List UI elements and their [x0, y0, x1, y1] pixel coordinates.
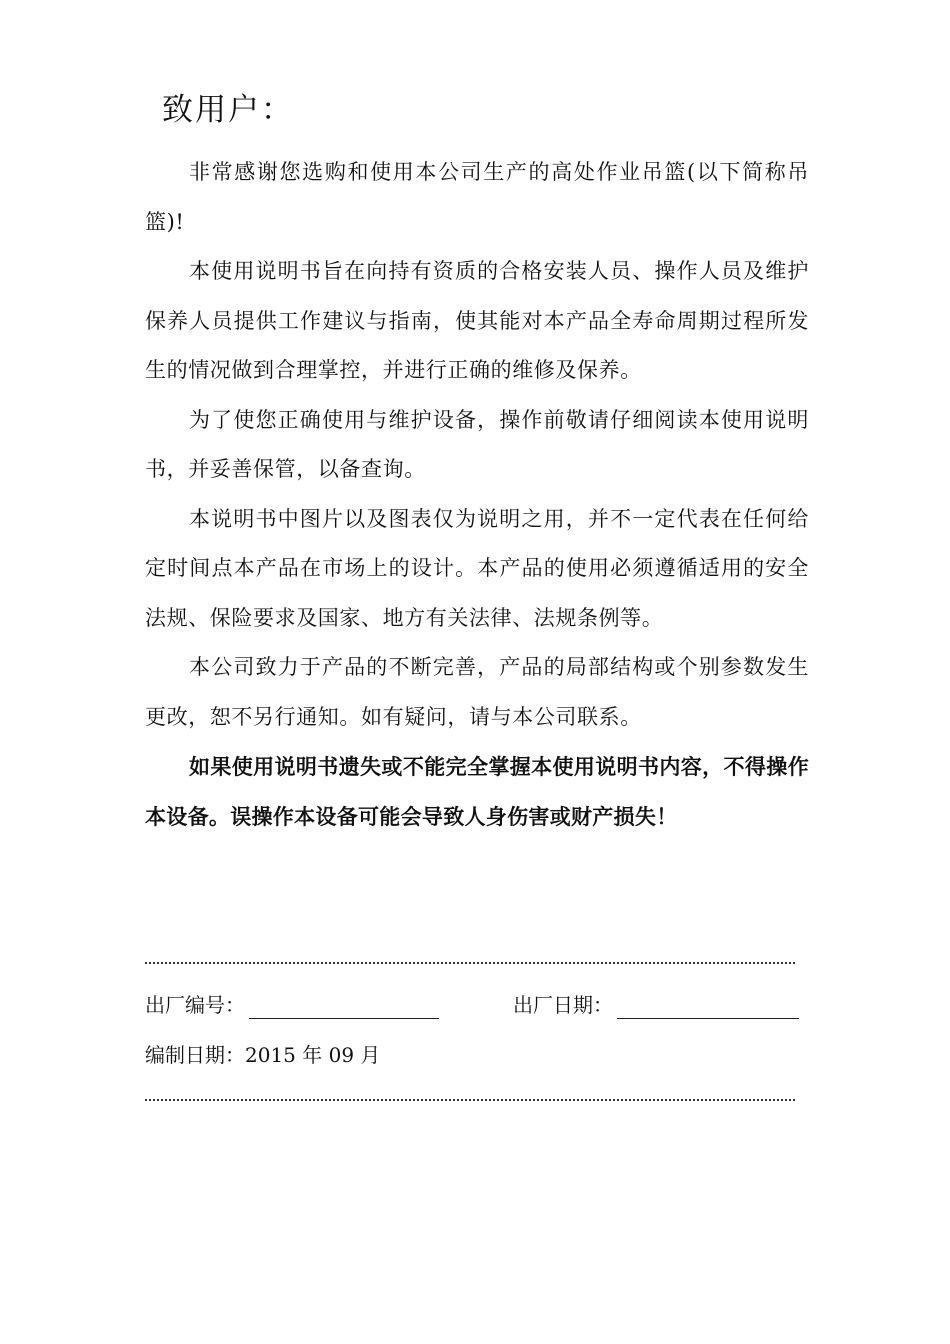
body-text [145, 148, 809, 841]
paragraph-change-notice: 本公司致力于产品的不断完善，产品的局部结构或个别参数发生更改，恕不另行通知。如有疑问，请与本公司联系。 [145, 655, 809, 729]
serial-number-field [145, 990, 439, 1020]
dotted-divider-bottom [145, 1099, 795, 1101]
factory-date-field [513, 990, 799, 1020]
factory-date-blank-line [617, 990, 799, 1019]
compiled-date: 编制日期：2015 年 09 月 [145, 1043, 381, 1067]
paragraph-read-before-use: 为了使您正确使用与维护设备，操作前敬请仔细阅读本使用说明书，并妥善保管，以备查询。 [145, 407, 809, 481]
page-title: 致用户： [162, 92, 294, 128]
dotted-divider-top [145, 962, 795, 964]
serial-number-blank-line [249, 990, 439, 1019]
warning-paragraph: 如果使用说明书遗失或不能完全掌握本使用说明书内容，不得操作本设备。误操作本设备可能会导致人身伤害或财产损失！ [145, 754, 809, 829]
factory-info-row [145, 990, 809, 1022]
paragraph-purpose: 本使用说明书旨在向持有资质的合格安装人员、操作人员及维护保养人员提供工作建议与指南，使其能对本产品全寿命周期过程所发生的情况做到合理掌控，并进行正确的维修及保养。 [145, 259, 809, 382]
paragraph-thanks: 非常感谢您选购和使用本公司生产的高处作业吊篮(以下简称吊篮)! [145, 160, 809, 234]
paragraph-illustration-disclaimer: 本说明书中图片以及图表仅为说明之用，并不一定代表在任何给定时间点本产品在市场上的设计。本产品的使用必须遵循适用的安全法规、保险要求及国家、地方有关法律、法规条例等。 [145, 506, 809, 630]
serial-number-label: 出厂编号： [145, 993, 245, 1017]
factory-date-label: 出厂日期： [513, 993, 613, 1017]
